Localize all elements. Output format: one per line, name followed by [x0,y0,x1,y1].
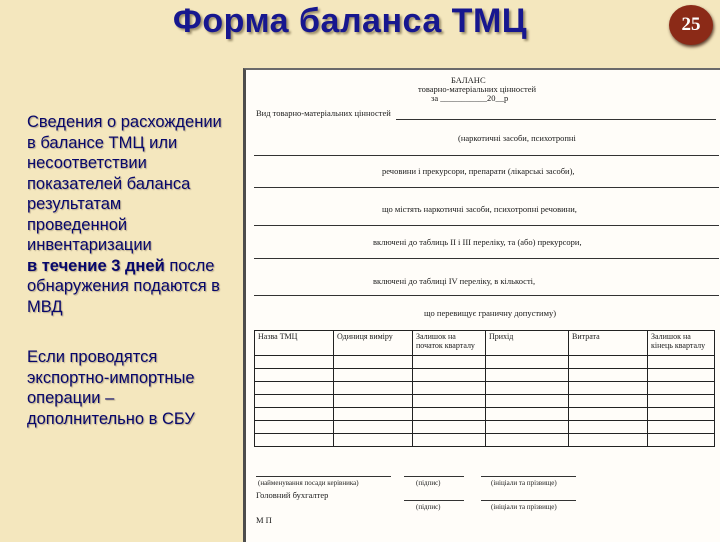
paragraph-export-import [27,347,247,429]
text-line: МВД [27,297,63,316]
form-line: що містять наркотичні засоби, психотропні речовини, [382,204,577,214]
form-line: (наркотичні засоби, психотропні [458,133,576,143]
table-row [255,356,715,369]
text-line: дополнительно в СБУ [27,409,195,428]
fill-line [396,119,716,120]
table-row [255,434,715,447]
table-row [255,395,715,408]
text-line: обнаружения подаются в [27,277,220,295]
page-number-badge: 25 [669,5,713,45]
table-row [255,408,715,421]
goods-type-label: Вид товарно-матеріальних цінностей [256,108,391,118]
column-header: Залишок на початок кварталу [413,331,486,356]
table-row [255,382,715,395]
paragraph-discrepancy [27,112,247,317]
table-row [255,421,715,434]
name-caption: (ініціали та прізвище) [491,503,557,511]
name-caption: (ініціали та прізвище) [491,479,557,487]
slide-title: Форма баланса ТМЦ [172,2,528,40]
position-caption: (найменування посади керівника) [258,479,359,487]
form-heading: БАЛАНС [451,75,486,85]
signature-line [404,476,464,477]
signature-line [256,476,391,477]
sign-caption: (підпис) [416,479,441,487]
stamp-label: М П [256,515,272,525]
column-header: Залишок на кінець кварталу [648,331,715,356]
deadline-emphasis: в течение 3 дней [27,256,165,275]
balance-table [254,330,715,447]
text-line: Если проводятся [27,348,158,366]
text-line: показателей баланса [27,174,191,193]
text-line: операции – [27,389,115,407]
column-header: Назва ТМЦ [255,331,334,356]
table-row [255,369,715,382]
text-line: экспортно-импортные [27,368,195,387]
form-line: включені до таблиці IV переліку, в кількості, [373,276,536,286]
text-line: результатам [27,195,122,213]
form-date-line: за ___________20__р [431,93,509,103]
form-line: речовини і прекурсори, препарати (лікарські засоби), [382,166,575,176]
fill-line [254,295,719,296]
fill-line [254,258,719,259]
text-line: инвентаризации [27,236,152,254]
text-line: Сведения о расхождении [27,113,222,131]
form-line: що перевищує граничну допустиму) [424,308,557,318]
fill-line [254,155,719,156]
text-fragment: после [164,256,215,275]
table-header-row [255,331,715,356]
fill-line [254,225,719,226]
form-subheading: товарно-матеріальних цінностей [418,84,537,94]
column-header: Прихід [486,331,569,356]
text-line: несоответствии [27,154,147,172]
sign-caption: (підпис) [416,503,441,511]
text-line: проведенной [27,215,128,234]
signature-line [481,500,576,501]
text-line: в балансе ТМЦ или [27,133,178,152]
chief-accountant-label: Головний бухгалтер [256,490,329,500]
fill-line [254,187,719,188]
form-line: включені до таблиць II і III переліку, та (або) прекурсори, [373,237,582,247]
column-header: Витрата [569,331,648,356]
column-header: Одиниця виміру [334,331,413,356]
left-text-block [27,112,247,429]
balance-form-document [243,68,720,542]
signature-line [404,500,464,501]
signature-line [481,476,576,477]
